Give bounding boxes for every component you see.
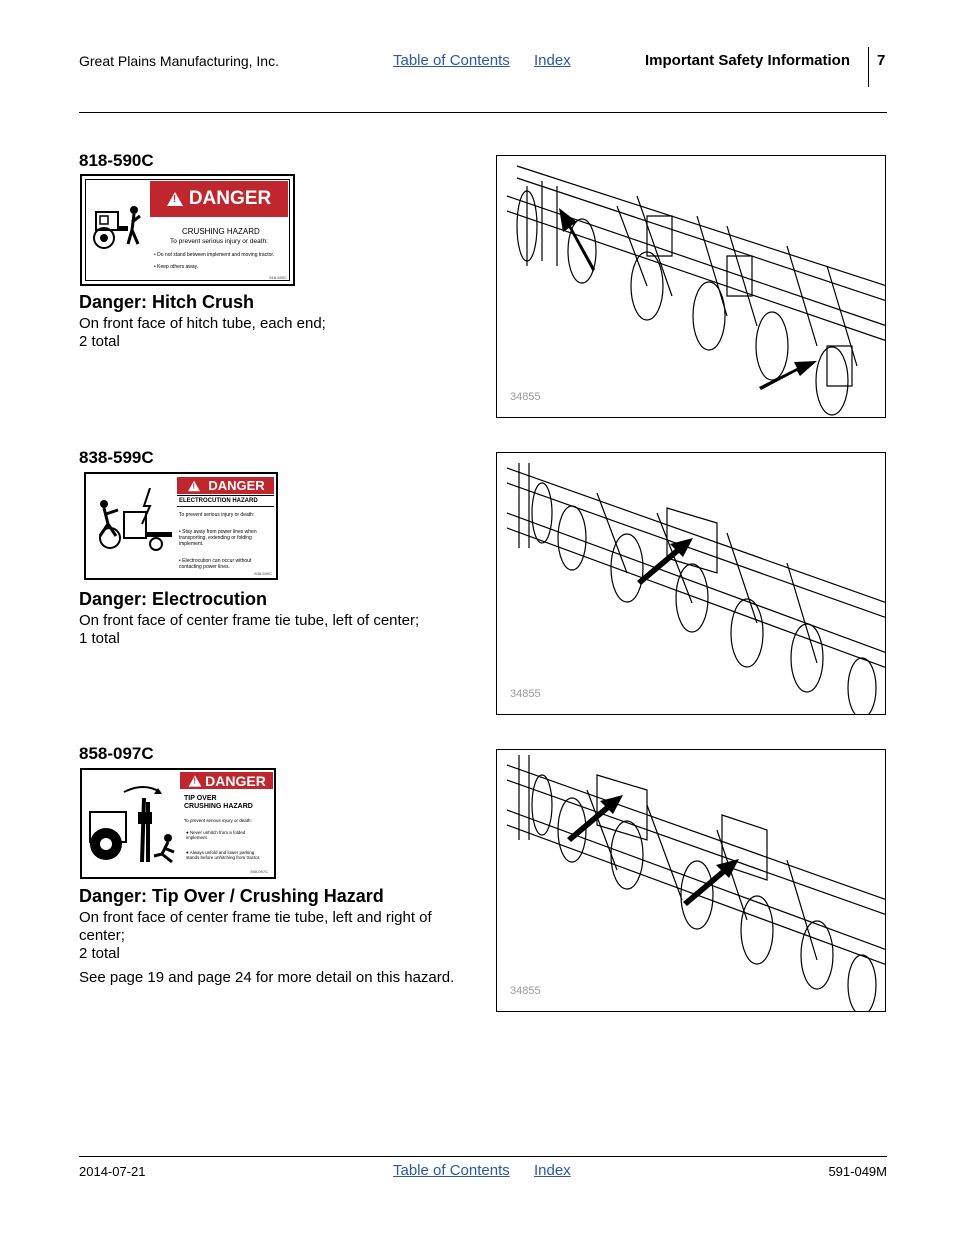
hazard-intro: To prevent serious injury or death: (179, 512, 255, 518)
implement-drawing (497, 156, 886, 418)
footer-rule (79, 1156, 887, 1157)
decal-label-hitch-crush (80, 174, 295, 286)
hazard-name: ELECTROCUTION HAZARD (179, 498, 258, 504)
signal-word: DANGER (205, 772, 266, 789)
hazard-intro: To prevent serious injury or death: (170, 238, 268, 245)
document-number: 591-049M (828, 1164, 887, 1179)
signal-word: DANGER (208, 478, 265, 493)
hazard-bullet: ● Never unhitch from a folded implement. (186, 830, 246, 840)
decal-part-number: 818-590C (79, 151, 154, 170)
decal-location: On front face of center frame tie tube, left and right of center; 2 total (79, 909, 432, 962)
hazard-name: TIP OVER CRUSHING HAZARD (184, 795, 253, 810)
decal-code: 818-590C (269, 275, 287, 280)
hazard-bullet: • Keep others away. (154, 264, 199, 270)
tractor-crush-pictogram (90, 196, 146, 256)
section-title: Important Safety Information (645, 52, 851, 69)
implement-photo-hitch (496, 155, 886, 418)
decal-title: Danger: Tip Over / Crushing Hazard (79, 886, 384, 906)
implement-photo-tip-over (496, 749, 886, 1012)
decal-label-tip-over (80, 768, 276, 879)
signal-word: DANGER (188, 188, 272, 209)
electrocution-pictogram (90, 488, 176, 558)
danger-header (150, 181, 288, 217)
decal-location: On front face of hitch tube, each end; 2 total (79, 315, 326, 350)
decal-part-number: 838-599C (79, 448, 154, 467)
hazard-bullet: • Stay away from power lines when transporting, extending or folding implement. (179, 529, 257, 547)
decal-code: 858-097C (250, 869, 268, 874)
figure-number: 34855 (510, 391, 541, 403)
hazard-intro: To prevent serious injury or death: (184, 818, 252, 823)
index-link[interactable]: Index (534, 1162, 571, 1179)
decal-title: Danger: Hitch Crush (79, 292, 255, 312)
hazard-bullet: • Electrocution can occur without contacting power lines. (179, 558, 252, 570)
header-rule (79, 112, 887, 113)
hazard-name: CRUSHING HAZARD (182, 227, 260, 236)
table-of-contents-link[interactable]: Table of Contents (393, 1162, 510, 1179)
company-name: Great Plains Manufacturing, Inc. (79, 53, 279, 69)
implement-drawing (497, 750, 886, 1012)
danger-header (180, 772, 273, 789)
figure-number: 34855 (510, 688, 541, 700)
page-number: 7 (877, 52, 886, 69)
warning-triangle-icon (189, 775, 202, 786)
decal-code: 838-599C (254, 571, 272, 576)
danger-header (177, 477, 274, 494)
hazard-bullet: • Do not stand between implement and moving tractor. (154, 252, 275, 258)
decal-title: Danger: Electrocution (79, 589, 268, 609)
implement-drawing (497, 453, 886, 715)
warning-triangle-icon (188, 480, 200, 491)
header-divider (868, 47, 869, 87)
hazard-bullet: ● Always unfold and lower parking stands before unhitching from tractor. (186, 850, 261, 860)
decal-location: On front face of center frame tie tube, left of center; 1 total (79, 612, 420, 647)
implement-photo-electrocution (496, 452, 886, 715)
publication-date: 2014-07-21 (79, 1164, 146, 1179)
figure-number: 34855 (510, 985, 541, 997)
index-link[interactable]: Index (534, 52, 571, 69)
decal-note: See page 19 and page 24 for more detail on this hazard. (79, 969, 455, 986)
table-of-contents-link[interactable]: Table of Contents (393, 52, 510, 69)
warning-triangle-icon (167, 192, 183, 206)
tip-over-pictogram (84, 782, 180, 870)
decal-part-number: 858-097C (79, 744, 154, 763)
decal-label-electrocution (84, 472, 278, 580)
